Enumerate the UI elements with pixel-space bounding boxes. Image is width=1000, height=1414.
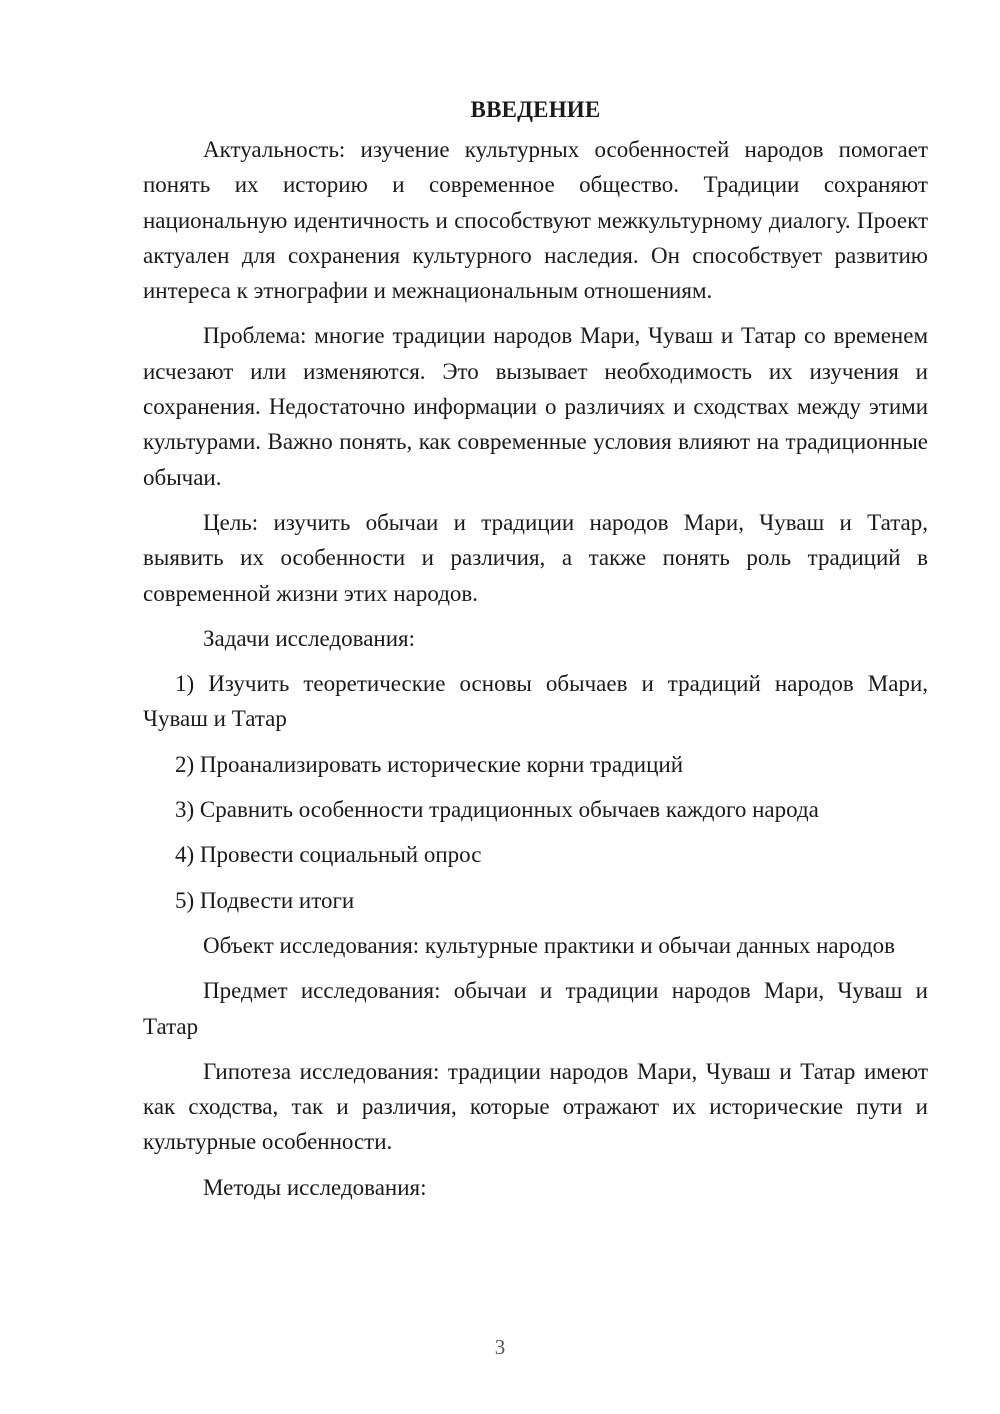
list-item: 4) Провести социальный опрос [175,842,482,868]
list-item: 5) Подвести итоги [175,887,355,913]
paragraph-subject: Предмет исследования: обычаи и традиции народов Мари, Чуваш и Татар [143,978,928,1039]
tasks-list [143,666,928,918]
paragraph-problem: Проблема: многие традиции народов Мари, Чуваш и Татар со временем исчезают или изменяются. Это вызывает необходимость их изучения и сохранения. Недостаточно информации о различиях и сходствах между этими культурами. Важно понять, как современные условия влияют на традиционные обычаи. [143,323,928,490]
page-number: 3 [494,1335,506,1359]
list-item: 3) Сравнить особенности традиционных обычаев каждого народа [175,797,819,823]
paragraph-hypothesis: Гипотеза исследования: традиции народов Мари, Чуваш и Татар имеют как сходства, так и различия, которые отражают их исторические пути и культурные особенности. [143,1058,928,1155]
paragraph-relevance: Актуальность: изучение культурных особенностей народов помогает понять их историю и современное общество. Традиции сохраняют национальную идентичность и способствуют межкультурному диалогу. Проект актуален для сохранения культурного наследия. Он способствует развитию интереса к этнографии и межнациональным отношениям. [143,137,928,304]
document-page [143,92,928,1215]
paragraph-methods-heading: Методы исследования: [203,1174,427,1200]
list-item: 2) Проанализировать исторические корни традиций [175,751,684,777]
list-item: 1) Изучить теоретические основы обычаев и традиций народов Мари, Чуваш и Татар [143,671,928,732]
paragraph-goal: Цель: изучить обычаи и традиции народов Мари, Чуваш и Татар, выявить их особенности и различия, а также понять роль традиций в современной жизни этих народов. [143,509,928,606]
paragraph-object: Объект исследования: культурные практики и обычаи данных народов [203,932,895,958]
paragraph-tasks-heading: Задачи исследования: [203,625,416,651]
page-title: ВВЕДЕНИЕ [470,97,601,122]
